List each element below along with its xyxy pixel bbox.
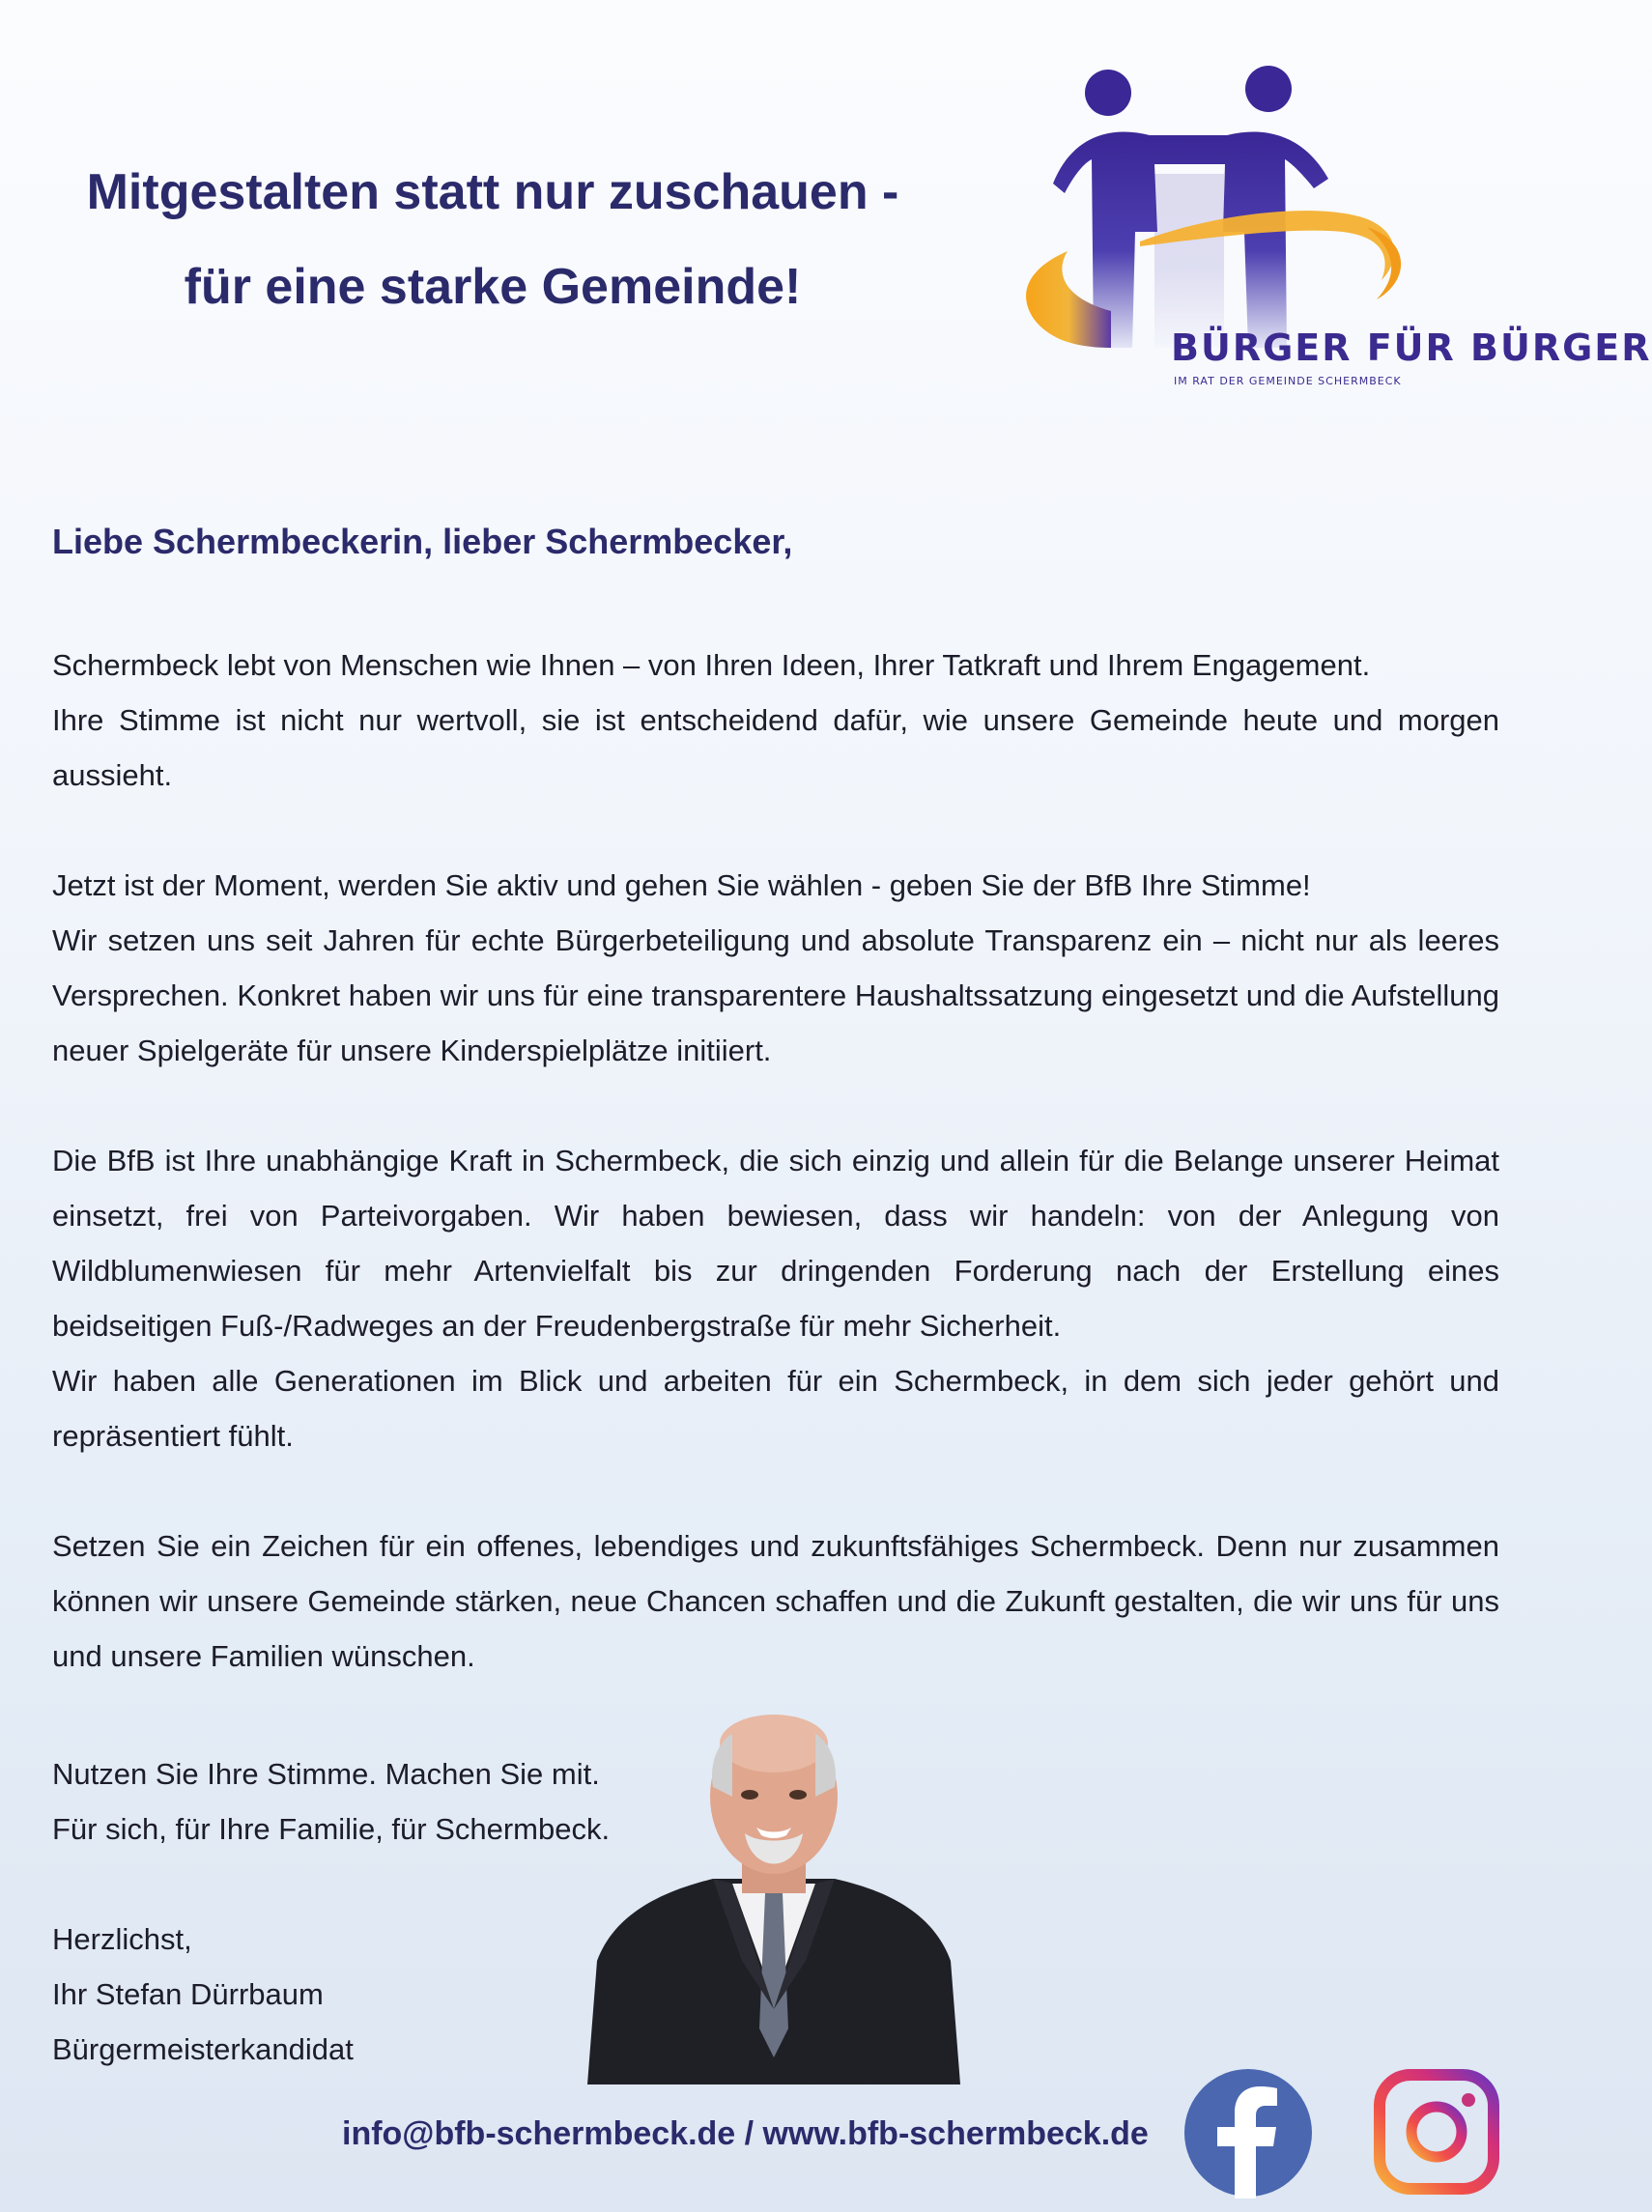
paragraph-2-sentence-2: Wir setzen uns seit Jahren für echte Bürgerbeteiligung und absolute Transparenz ein – nicht nur als leeres Versprechen. Konkret haben wir uns für eine transparentere Haushaltssatzung eingesetzt und die Aufstellung neuer Spielgeräte für unsere Kinderspielplätze initiiert. (52, 923, 1499, 1067)
signature-name: Ihr Stefan Dürrbaum (52, 1977, 324, 2011)
headline-line-1: Mitgestalten statt nur zuschauen - (86, 164, 899, 220)
paragraph-4 (52, 1518, 1499, 1684)
paragraph-1-sentence-2: Ihre Stimme ist nicht nur wertvoll, sie ist entscheidend dafür, wie unsere Gemeinde heute und morgen aussieht. (52, 703, 1499, 792)
instagram-icon[interactable] (1374, 2069, 1499, 2195)
paragraph-3 (52, 1133, 1499, 1463)
greeting: Liebe Schermbeckerin, lieber Schermbecker, (52, 522, 793, 561)
contact-links[interactable]: info@bfb-schermbeck.de / www.bfb-schermbeck.de (342, 2115, 1149, 2152)
closing-line-2: Für sich, für Ihre Familie, für Schermbeck. (52, 1812, 611, 1846)
letter-body (52, 638, 1499, 1739)
logo-subtitle: IM RAT DER GEMEINDE SCHERMBECK (1174, 375, 1402, 387)
bfb-logo (995, 58, 1652, 406)
facebook-icon[interactable] (1182, 2067, 1314, 2198)
paragraph-4-sentence-1: Setzen Sie ein Zeichen für ein offenes, lebendiges und zukunftsfähiges Schermbeck. Denn nur zusammen können wir unsere Gemeinde stärken, neue Chancen schaffen und die Zukunft gestalten, die wir uns für uns und unsere Familien wünschen. (52, 1529, 1499, 1673)
logo-title: BÜRGER FÜR BÜRGER (1171, 326, 1652, 369)
paragraph-1 (52, 638, 1499, 803)
paragraph-2 (52, 858, 1499, 1078)
closing-line-1: Nutzen Sie Ihre Stimme. Machen Sie mit. (52, 1757, 600, 1791)
paragraph-2-sentence-1: Jetzt ist der Moment, werden Sie aktiv und gehen Sie wählen - geben Sie der BfB Ihre Stimme! (52, 868, 1311, 902)
paragraph-3-sentence-2: Wir haben alle Generationen im Blick und arbeiten für ein Schermbeck, in dem sich jeder gehört und repräsentiert fühlt. (52, 1364, 1499, 1453)
headline (39, 145, 947, 334)
candidate-portrait (587, 1719, 960, 2084)
paragraph-1-sentence-1: Schermbeck lebt von Menschen wie Ihnen – von Ihren Ideen, Ihrer Tatkraft und Ihrem Engagement. (52, 648, 1371, 682)
headline-line-2: für eine starke Gemeinde! (184, 259, 802, 315)
closing (52, 1746, 632, 2077)
signature-role: Bürgermeisterkandidat (52, 2032, 354, 2066)
paragraph-3-sentence-1: Die BfB ist Ihre unabhängige Kraft in Schermbeck, die sich einzig und allein für die Belange unserer Heimat einsetzt, frei von Parteivorgaben. Wir haben bewiesen, dass wir handeln: von der Anlegung von Wildblumenwiesen für mehr Artenvielfalt bis zur dringenden Forderung nach der Erstellung eines beidseitigen Fuß-/Radweges an der Freudenbergstraße für mehr Sicherheit. (52, 1144, 1499, 1343)
salutation: Herzlichst, (52, 1922, 192, 1956)
